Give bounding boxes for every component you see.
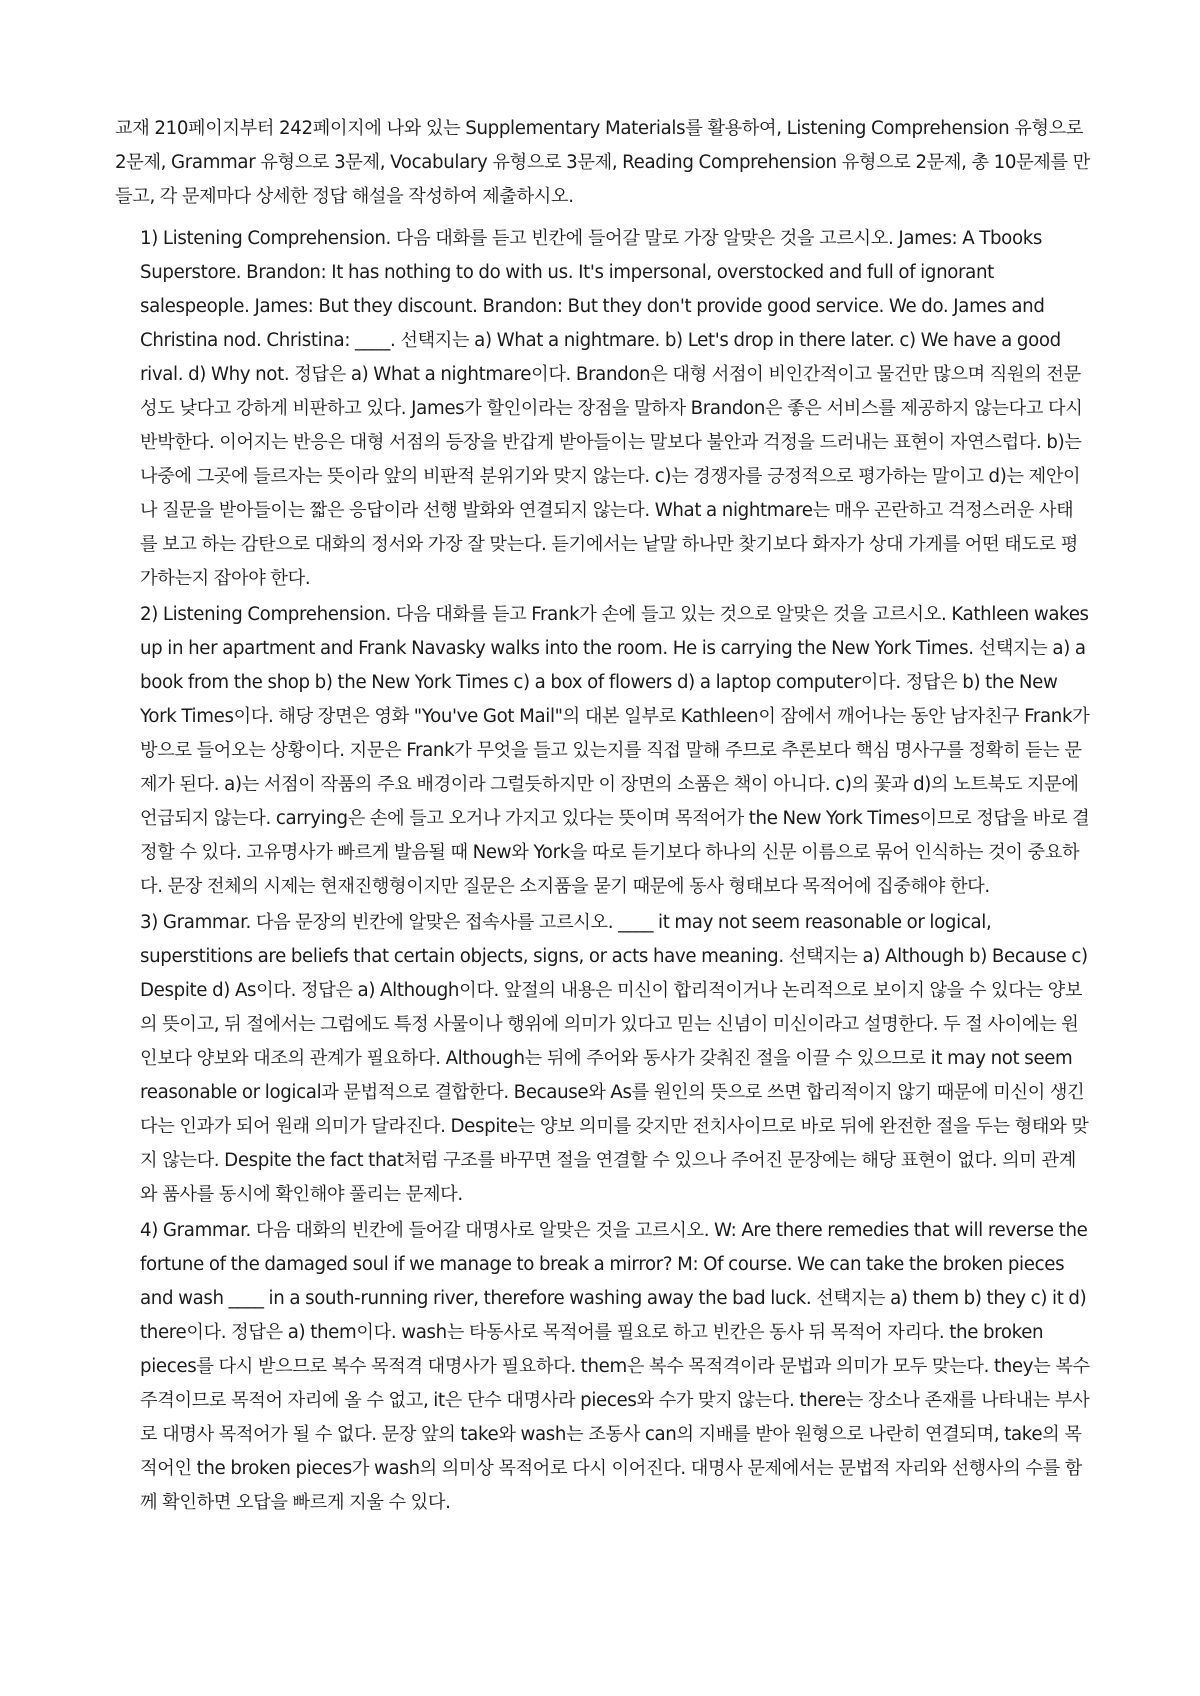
question-item-4: 4) Grammar. 다음 대화의 빈칸에 들어갈 대명사로 알맞은 것을 고르시오. W: Are there remedies that will reverse the fortune of the damaged soul if we manage to break a mirror? M: Of course. We can take the broken pieces and wash ____ in a south-running river, therefore washing away the bad luck. 선택지는 a) them b) they c) it d) there이다. 정답은 a) them이다. wash는 타동사로 목적어를 필요로 하고 빈칸은 동사 뒤 목적어 자리다. the broken pieces를 다시 받으므로 복수 목적격 대명사가 필요하다. them은 복수 목적격이라 문법과 의미가 모두 맞는다. they는 복수 주격이므로 목적어 자리에 올 수 없고, it은 단수 대명사라 pieces와 수가 맞지 않는다. there는 장소나 존재를 나타내는 부사로 대명사 목적어가 될 수 없다. 문장 앞의 take와 wash는 조동사 can의 지배를 받아 원형으로 나란히 연결되며, take의 목적어인 the broken pieces가 wash의 의미상 목적어로 다시 이어진다. 대명사 문제에서는 문법적 자리와 선행사의 수를 함께 확인하면 오답을 빠르게 지울 수 있다. bbox=[140, 1220, 1090, 1513]
document-page bbox=[115, 112, 1090, 1522]
question-list bbox=[115, 222, 1090, 1520]
question-item-2: 2) Listening Comprehension. 다음 대화를 듣고 Frank가 손에 들고 있는 것으로 알맞은 것을 고르시오. Kathleen wakes up in her apartment and Frank Navasky walks into the room. He is carrying the New York Times. 선택지는 a) a book from the shop b) the New York Times c) a box of flowers d) a laptop computer이다. 정답은 b) the New York Times이다. 해당 장면은 영화 "You've Got Mail"의 대본 일부로 Kathleen이 잠에서 깨어나는 동안 남자친구 Frank가 방으로 들어오는 상황이다. 지문은 Frank가 무엇을 들고 있는지를 직접 말해 주므로 추론보다 핵심 명사구를 정확히 듣는 문제가 된다. a)는 서점이 작품의 주요 배경이라 그럴듯하지만 이 장면의 소품은 책이 아니다. c)의 꽃과 d)의 노트북도 지문에 언급되지 않는다. carrying은 손에 들고 오거나 가지고 있다는 뜻이며 목적어가 the New York Times이므로 정답을 바로 결정할 수 있다. 고유명사가 빠르게 발음될 때 New와 York을 따로 듣기보다 하나의 신문 이름으로 묶어 인식하는 것이 중요하다. 문장 전체의 시제는 현재진행형이지만 질문은 소지품을 묻기 때문에 동사 형태보다 목적어에 집중해야 한다. bbox=[140, 604, 1090, 897]
question-item-3: 3) Grammar. 다음 문장의 빈칸에 알맞은 접속사를 고르시오. ____ it may not seem reasonable or logical, superstitions are beliefs that certain objects, signs, or acts have meaning. 선택지는 a) Although b) Because c) Despite d) As이다. 정답은 a) Although이다. 앞절의 내용은 미신이 합리적이거나 논리적으로 보이지 않을 수 있다는 양보의 뜻이고, 뒤 절에서는 그럼에도 특정 사물이나 행위에 의미가 있다고 믿는 신념이 미신이라고 설명한다. 두 절 사이에는 원인보다 양보와 대조의 관계가 필요하다. Although는 뒤에 주어와 동사가 갖춰진 절을 이끌 수 있으므로 it may not seem reasonable or logical과 문법적으로 결합한다. Because와 As를 원인의 뜻으로 쓰면 합리적이지 않기 때문에 미신이 생긴다는 인과가 되어 원래 의미가 달라진다. Despite는 양보 의미를 갖지만 전치사이므로 바로 뒤에 완전한 절을 두는 형태와 맞지 않는다. Despite the fact that처럼 구조를 바꾸면 절을 연결할 수 있으나 주어진 문장에는 해당 표현이 없다. 의미 관계와 품사를 동시에 확인해야 풀리는 문제다. bbox=[140, 912, 1089, 1205]
assignment-instructions: 교재 210페이지부터 242페이지에 나와 있는 Supplementary Materials를 활용하여, Listening Comprehension 유형으로 2문제, Grammar 유형으로 3문제, Vocabulary 유형으로 3문제, Reading Comprehension 유형으로 2문제, 총 10문제를 만들고, 각 문제마다 상세한 정답 해설을 작성하여 제출하시오. bbox=[115, 118, 1090, 207]
question-item-1: 1) Listening Comprehension. 다음 대화를 듣고 빈칸에 들어갈 말로 가장 알맞은 것을 고르시오. James: A Tbooks Superstore. Brandon: It has nothing to do with us. It's impersonal, overstocked and full of ignorant salespeople. James: But they discount. Brandon: But they don't provide good service. We do. James and Christina nod. Christina: ____. 선택지는 a) What a nightmare. b) Let's drop in there later. c) We have a good rival. d) Why not. 정답은 a) What a nightmare이다. Brandon은 대형 서점이 비인간적이고 물건만 많으며 직원의 전문성도 낮다고 강하게 비판하고 있다. James가 할인이라는 장점을 말하자 Brandon은 좋은 서비스를 제공하지 않는다고 다시 반박한다. 이어지는 반응은 대형 서점의 등장을 반갑게 받아들이는 말보다 불안과 걱정을 드러내는 표현이 자연스럽다. b)는 나중에 그곳에 들르자는 뜻이라 앞의 비판적 분위기와 맞지 않는다. c)는 경쟁자를 긍정적으로 평가하는 말이고 d)는 제안이나 질문을 받아들이는 짧은 응답이라 선행 발화와 연결되지 않는다. What a nightmare는 매우 곤란하고 걱정스러운 사태를 보고 하는 감탄으로 대화의 정서와 가장 잘 맞는다. 듣기에서는 낱말 하나만 찾기보다 화자가 상대 가게를 어떤 태도로 평가하는지 잡아야 한다. bbox=[140, 228, 1083, 589]
